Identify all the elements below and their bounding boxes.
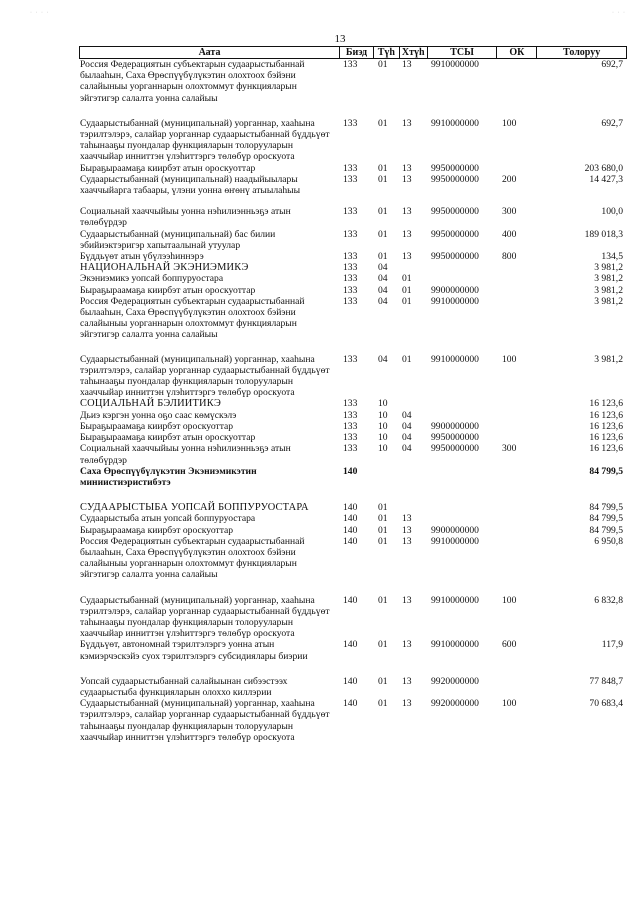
table-row bbox=[79, 273, 627, 284]
cell-tyh: 10 bbox=[378, 409, 388, 421]
cell-xtyh: 13 bbox=[402, 206, 412, 218]
table-row bbox=[79, 59, 627, 104]
cell-name: НАЦИОНАЛЬНАЙ ЭКЭНИЭМИКЭ bbox=[80, 262, 249, 274]
cell-ok: 200 bbox=[502, 173, 517, 185]
table-row bbox=[79, 410, 627, 421]
cell-tyh: 04 bbox=[378, 295, 388, 307]
cell-tyh: 10 bbox=[378, 420, 388, 432]
column-header-total: Толоруу bbox=[563, 47, 601, 58]
table-row bbox=[79, 536, 627, 581]
table-row bbox=[79, 421, 627, 432]
cell-xtyh: 13 bbox=[402, 535, 412, 547]
cell-total: 16 123,6 bbox=[589, 443, 623, 455]
table-row bbox=[79, 206, 627, 228]
cell-ok bbox=[498, 273, 538, 284]
cell-biud: 133 bbox=[343, 353, 358, 365]
column-header-xtyh: Хтүһ bbox=[400, 47, 428, 58]
cell-total: 203 680,0 bbox=[584, 162, 623, 174]
cell-tsy bbox=[428, 513, 498, 524]
cell-xtyh: 13 bbox=[402, 639, 412, 651]
table-row bbox=[79, 163, 627, 174]
cell-name: Судаарыстыба атын уопсай боппуруостара bbox=[80, 513, 256, 525]
cell-xtyh: 01 bbox=[402, 284, 412, 296]
cell-tsy: 9950000000 bbox=[431, 432, 479, 444]
table-row bbox=[79, 525, 627, 536]
cell-total: 134,5 bbox=[601, 251, 623, 263]
cell-tsy: 9910000000 bbox=[431, 353, 479, 365]
cell-ok bbox=[498, 525, 538, 536]
cell-tsy: 9950000000 bbox=[431, 206, 479, 218]
cell-total: 84 799,5 bbox=[589, 524, 623, 536]
cell-total: 6 832,8 bbox=[594, 594, 623, 606]
cell-xtyh bbox=[400, 398, 428, 409]
cell-ok: 800 bbox=[502, 251, 517, 263]
cell-tyh: 01 bbox=[378, 513, 388, 525]
cell-biud: 133 bbox=[343, 173, 358, 185]
cell-biud: 133 bbox=[343, 251, 358, 263]
cell-name: Уопсай судаарыстыбаннай салайыынан сибээстээх судаарыстыба функцияларын олоххо киллэрии bbox=[80, 675, 288, 698]
cell-name: СОЦИАЛЬНАЙ БЭЛИИТИКЭ bbox=[80, 398, 222, 410]
cell-name: Быраҕыраамаҕа киирбэт ороскуоттар bbox=[80, 420, 234, 432]
cell-name: Судаарыстыбаннай (муниципальнай) уорганнар, хааһына тэрилтэлэрэ, салайар уорганнар судаарыстыбаннай бүддьүөт таһынааҕы пуондалар функцияларын толорууларын хааччыйар инниттэн үлэһиттэргэ төлөбүр ороскуота bbox=[80, 594, 330, 640]
table-row bbox=[79, 262, 627, 273]
cell-total: 692,7 bbox=[601, 117, 623, 129]
cell-xtyh: 13 bbox=[402, 117, 412, 129]
cell-tyh: 01 bbox=[378, 594, 388, 606]
cell-tsy: 9900000000 bbox=[431, 420, 479, 432]
cell-biud: 133 bbox=[343, 432, 358, 444]
table-row bbox=[79, 354, 627, 399]
cell-total: 189 018,3 bbox=[584, 228, 623, 240]
cell-xtyh: 01 bbox=[402, 295, 412, 307]
cell-name: Судаарыстыбаннай (муниципальнай) бас билии эбийиэктэригэр хапытаалынай утуулар bbox=[80, 228, 276, 251]
cell-total: 84 799,5 bbox=[589, 513, 623, 525]
cell-tyh bbox=[374, 466, 400, 488]
cell-xtyh bbox=[400, 466, 428, 488]
cell-tsy: 9900000000 bbox=[431, 524, 479, 536]
cell-total: 16 123,6 bbox=[589, 432, 623, 444]
cell-name: Бүддьүөт, автономнай тэрилтэлэргэ уонна атын кэмиэрчэскэйэ суох тэрилтэлэргэ субсидиялары биэрии bbox=[80, 639, 308, 662]
cell-ok bbox=[498, 536, 538, 581]
cell-ok: 100 bbox=[502, 353, 517, 365]
cell-biud: 140 bbox=[343, 594, 358, 606]
cell-tsy: 9900000000 bbox=[431, 284, 479, 296]
cell-tsy bbox=[428, 502, 498, 513]
cell-name: Быраҕыраамаҕа киирбэт атын ороскуоттар bbox=[80, 162, 256, 174]
cell-tsy: 9950000000 bbox=[431, 162, 479, 174]
cell-tsy bbox=[428, 262, 498, 273]
cell-biud: 140 bbox=[343, 513, 358, 525]
cell-total: 3 981,2 bbox=[594, 295, 623, 307]
cell-name: Экэниэмикэ уопсай боппуруостара bbox=[80, 273, 224, 285]
cell-biud: 140 bbox=[343, 698, 358, 710]
cell-tsy bbox=[428, 398, 498, 409]
table-row bbox=[79, 174, 627, 196]
cell-total: 14 427,3 bbox=[589, 173, 623, 185]
cell-xtyh: 13 bbox=[402, 228, 412, 240]
cell-xtyh: 04 bbox=[402, 420, 412, 432]
cell-total: 77 848,7 bbox=[589, 675, 623, 687]
cell-xtyh: 13 bbox=[402, 675, 412, 687]
cell-name: Саха Өрөспүүбүлүкэтин Экэниэмикэтин миниистиэристибэтэ bbox=[80, 465, 257, 488]
table-row bbox=[79, 595, 627, 640]
cell-ok: 400 bbox=[502, 228, 517, 240]
cell-tsy: 9950000000 bbox=[431, 228, 479, 240]
cell-total: 692,7 bbox=[601, 59, 623, 70]
cell-total: 100,0 bbox=[601, 206, 623, 218]
cell-tsy: 9910000000 bbox=[431, 59, 479, 70]
cell-tsy bbox=[428, 466, 498, 488]
cell-ok: 100 bbox=[502, 698, 517, 710]
cell-xtyh bbox=[400, 262, 428, 273]
cell-biud: 140 bbox=[343, 524, 358, 536]
cell-xtyh: 13 bbox=[402, 251, 412, 263]
cell-ok bbox=[498, 262, 538, 273]
table-row bbox=[79, 513, 627, 524]
cell-tsy bbox=[428, 410, 498, 421]
cell-tyh: 01 bbox=[378, 206, 388, 218]
cell-total: 84 799,5 bbox=[589, 465, 623, 477]
scan-corner-mark: · · · · bbox=[30, 10, 50, 16]
cell-biud: 133 bbox=[343, 228, 358, 240]
cell-xtyh: 13 bbox=[402, 173, 412, 185]
column-header-ok: ОК bbox=[497, 47, 537, 58]
cell-xtyh: 04 bbox=[402, 432, 412, 444]
cell-xtyh: 13 bbox=[402, 698, 412, 710]
cell-ok: 300 bbox=[502, 443, 517, 455]
cell-total: 117,9 bbox=[601, 639, 623, 651]
cell-ok bbox=[498, 163, 538, 174]
cell-name: Дьиэ кэргэн уонна оҕо саас көмүскэлэ bbox=[80, 409, 237, 421]
cell-ok: 100 bbox=[502, 594, 517, 606]
cell-ok bbox=[498, 398, 538, 409]
cell-xtyh: 13 bbox=[402, 162, 412, 174]
cell-biud: 133 bbox=[343, 295, 358, 307]
table-header bbox=[79, 46, 627, 59]
cell-ok: 100 bbox=[502, 117, 517, 129]
cell-tyh: 01 bbox=[378, 162, 388, 174]
cell-ok bbox=[498, 296, 538, 341]
cell-total: 3 981,2 bbox=[594, 284, 623, 296]
cell-biud: 140 bbox=[343, 465, 358, 477]
table-row bbox=[79, 432, 627, 443]
cell-total: 70 683,4 bbox=[589, 698, 623, 710]
column-header-biud: Биэд bbox=[340, 47, 374, 58]
cell-biud: 140 bbox=[343, 535, 358, 547]
cell-tsy: 9950000000 bbox=[431, 173, 479, 185]
cell-xtyh: 13 bbox=[402, 59, 412, 70]
cell-ok bbox=[498, 285, 538, 296]
cell-tyh: 01 bbox=[378, 639, 388, 651]
cell-ok bbox=[498, 421, 538, 432]
cell-tyh: 01 bbox=[378, 675, 388, 687]
cell-biud: 133 bbox=[343, 409, 358, 421]
cell-ok bbox=[498, 676, 538, 698]
table-row bbox=[79, 398, 627, 409]
table-row bbox=[79, 118, 627, 163]
cell-name: Россия Федерациятын субъектарын судаарыстыбаннай былааһын, Саха Өрөспүүбүлүкэтин олохтоох бэйэни салайыныы уорганнарын олохтоммут функцияларын эйгэтигэр салалта уонна салайыы bbox=[80, 295, 305, 341]
cell-tsy: 9910000000 bbox=[431, 639, 479, 651]
cell-tsy: 9950000000 bbox=[431, 251, 479, 263]
cell-total: 3 981,2 bbox=[594, 262, 623, 274]
table-body bbox=[79, 59, 627, 743]
scan-corner-mark: · · · bbox=[612, 10, 626, 16]
cell-ok bbox=[498, 466, 538, 488]
cell-name: Социальнай хааччыйыы уонна нэһилиэнньэҕэ атын төлөбүрдэр bbox=[80, 206, 291, 229]
cell-biud: 133 bbox=[343, 262, 358, 274]
cell-ok bbox=[498, 432, 538, 443]
cell-tyh: 01 bbox=[378, 251, 388, 263]
cell-total: 3 981,2 bbox=[594, 353, 623, 365]
cell-tyh: 10 bbox=[378, 398, 388, 410]
table-row bbox=[79, 443, 627, 465]
table-row bbox=[79, 639, 627, 661]
cell-biud: 133 bbox=[343, 59, 358, 70]
cell-ok: 600 bbox=[502, 639, 517, 651]
cell-name: Быраҕыраамаҕа киирбэт атын ороскуоттар bbox=[80, 432, 256, 444]
cell-total: 16 123,6 bbox=[589, 409, 623, 421]
column-header-tsy: ТСЫ bbox=[428, 47, 498, 58]
cell-name: Быраҕыраамаҕа киирбэт атын ороскуоттар bbox=[80, 284, 256, 296]
budget-table bbox=[79, 46, 627, 743]
cell-name: Быраҕыраамаҕа киирбэт ороскуоттар bbox=[80, 524, 234, 536]
cell-tsy: 9910000000 bbox=[431, 594, 479, 606]
cell-name: Судаарыстыбаннай (муниципальнай) уорганнар, хааһына тэрилтэлэрэ, салайар уорганнар судаарыстыбаннай бүддьүөт таһынааҕы пуондалар функцияларын толорууларын хааччыйар инниттэн үлэһиттэргэ төлөбүр ороскуота bbox=[80, 353, 330, 399]
page-number: 13 bbox=[334, 33, 346, 45]
cell-name: Судаарыстыбаннай (муниципальнай) наадыйыылары хааччыйарга табаары, үлэни уонна өҥөнү атыылаһыы bbox=[80, 173, 301, 197]
cell-ok: 300 bbox=[502, 206, 517, 218]
cell-tyh: 01 bbox=[378, 117, 388, 129]
cell-name: Россия Федерациятын субъектарын судаарыстыбаннай былааһын, Саха Өрөспүүбүлүкэтин олохтоох бэйэни салайыныы уорганнарын олохтоммут функцияларын эйгэтигэр салалта уонна салайыы bbox=[80, 535, 305, 581]
table-row bbox=[79, 698, 627, 743]
cell-name: Бүддьүөт атын үбүлээһиннэрэ bbox=[80, 251, 204, 263]
cell-biud: 133 bbox=[343, 206, 358, 218]
cell-tyh: 01 bbox=[378, 524, 388, 536]
cell-name: СУДААРЫСТЫБА УОПСАЙ БОППУРУОСТАРА bbox=[80, 502, 309, 514]
cell-biud: 133 bbox=[343, 117, 358, 129]
cell-tyh: 10 bbox=[378, 443, 388, 455]
cell-total: 16 123,6 bbox=[589, 420, 623, 432]
cell-biud: 133 bbox=[343, 420, 358, 432]
cell-tyh: 01 bbox=[378, 698, 388, 710]
cell-biud: 140 bbox=[343, 639, 358, 651]
cell-tsy: 9910000000 bbox=[431, 295, 479, 307]
table-row bbox=[79, 296, 627, 341]
cell-tyh: 04 bbox=[378, 262, 388, 274]
table-row bbox=[79, 285, 627, 296]
cell-biud: 133 bbox=[343, 284, 358, 296]
column-header-name: Аата bbox=[80, 47, 340, 58]
cell-name: Россия Федерациятын субъектарын судаарыстыбаннай былааһын, Саха Өрөспүүбүлүкэтин олохтоох бэйэни салайыныы уорганнарын олохтоммут функцияларын эйгэтигэр салалта уонна салайыы bbox=[80, 59, 305, 104]
cell-tsy bbox=[428, 273, 498, 284]
cell-biud: 133 bbox=[343, 162, 358, 174]
cell-xtyh: 04 bbox=[402, 409, 412, 421]
cell-ok bbox=[498, 410, 538, 421]
cell-xtyh: 04 bbox=[402, 443, 412, 455]
cell-tsy: 9910000000 bbox=[431, 117, 479, 129]
cell-xtyh: 13 bbox=[402, 594, 412, 606]
cell-name: Судаарыстыбаннай (муниципальнай) уорганнар, хааһына тэрилтэлэрэ, салайар уорганнар судаарыстыбаннай бүддьүөт таһынааҕы пуондалар функцияларын толорууларын хааччыйар инниттэн үлэһиттэргэ төлөбүр ороскуота bbox=[80, 698, 330, 743]
cell-total: 6 950,8 bbox=[594, 535, 623, 547]
cell-name: Социальнай хааччыйыы уонна нэһилиэнньэҕэ атын төлөбүрдэр bbox=[80, 443, 291, 466]
cell-tyh: 01 bbox=[378, 228, 388, 240]
cell-biud: 140 bbox=[343, 675, 358, 687]
table-row bbox=[79, 502, 627, 513]
cell-tyh: 10 bbox=[378, 432, 388, 444]
cell-tyh: 01 bbox=[378, 535, 388, 547]
cell-tyh: 01 bbox=[378, 173, 388, 185]
cell-tyh: 04 bbox=[378, 273, 388, 285]
cell-xtyh: 01 bbox=[402, 273, 412, 285]
table-row bbox=[79, 229, 627, 251]
cell-tyh: 04 bbox=[378, 353, 388, 365]
cell-xtyh: 13 bbox=[402, 524, 412, 536]
cell-tyh: 01 bbox=[378, 502, 388, 514]
table-row bbox=[79, 466, 627, 488]
cell-tyh: 01 bbox=[378, 59, 388, 70]
cell-biud: 133 bbox=[343, 273, 358, 285]
cell-ok bbox=[498, 59, 538, 104]
cell-tsy: 9920000000 bbox=[431, 675, 479, 687]
cell-xtyh: 01 bbox=[402, 353, 412, 365]
cell-total: 3 981,2 bbox=[594, 273, 623, 285]
cell-tyh: 04 bbox=[378, 284, 388, 296]
cell-xtyh bbox=[400, 502, 428, 513]
cell-tsy: 9920000000 bbox=[431, 698, 479, 710]
table-row bbox=[79, 676, 627, 698]
cell-total: 84 799,5 bbox=[589, 502, 623, 514]
cell-xtyh: 13 bbox=[402, 513, 412, 525]
cell-ok bbox=[498, 513, 538, 524]
column-header-tyh: Түһ bbox=[374, 47, 400, 58]
cell-ok bbox=[498, 502, 538, 513]
cell-biud: 133 bbox=[343, 443, 358, 455]
cell-total: 16 123,6 bbox=[589, 398, 623, 410]
cell-tsy: 9950000000 bbox=[431, 443, 479, 455]
table-row bbox=[79, 251, 627, 262]
cell-tsy: 9910000000 bbox=[431, 535, 479, 547]
cell-name: Судаарыстыбаннай (муниципальнай) уорганнар, хааһына тэрилтэлэрэ, салайар уорганнар судаарыстыбаннай бүддьүөт таһынааҕы пуондалар функцияларын толорууларын хааччыйар инниттэн үлэһиттэргэ төлөбүр ороскуота bbox=[80, 117, 330, 163]
cell-biud: 133 bbox=[343, 398, 358, 410]
cell-biud: 140 bbox=[343, 502, 358, 514]
